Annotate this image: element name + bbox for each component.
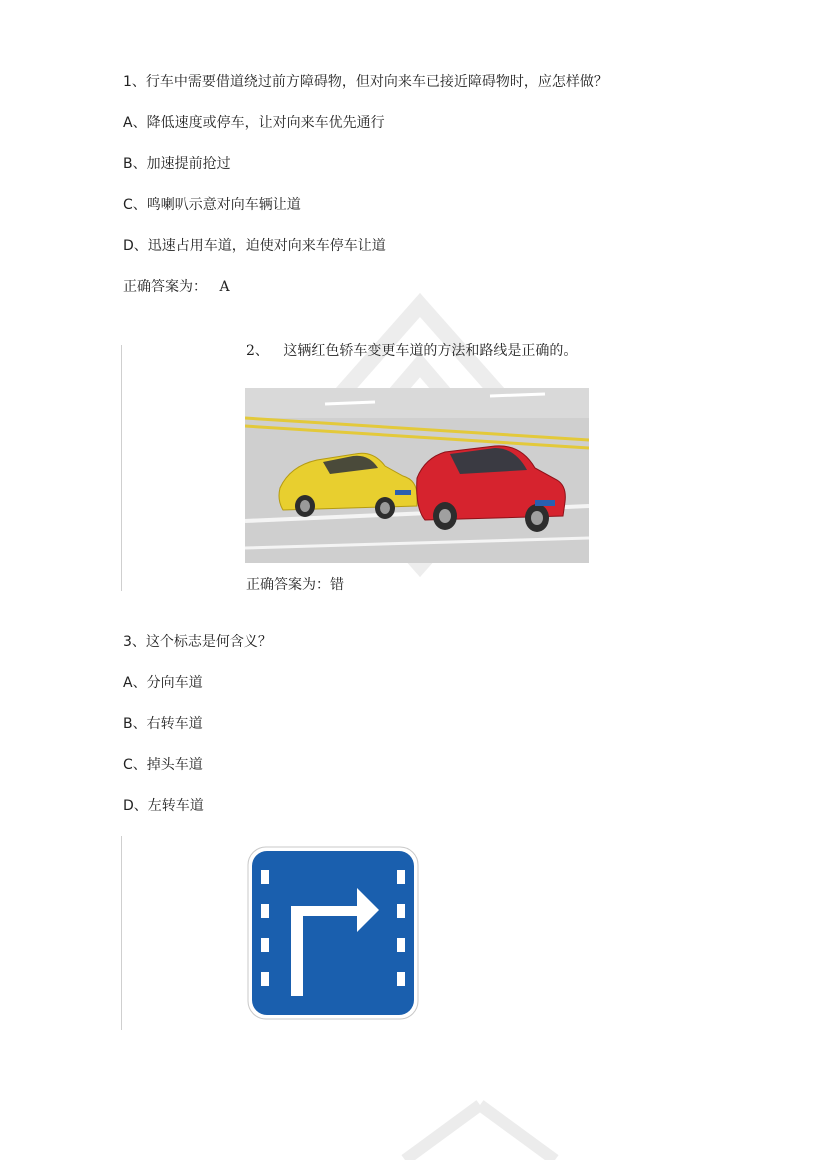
q2-left-rule (121, 345, 122, 591)
q1-option-d: D、迅速占用车道，迫使对向来车停车让道 (123, 238, 386, 254)
watermark-logo-bottom (395, 1100, 565, 1160)
q2-question: 这辆红色轿车变更车道的方法和路线是正确的。 (283, 343, 578, 359)
q3-option-b: B、右转车道 (123, 716, 203, 732)
q1-answer-label: 正确答案为： (123, 279, 207, 295)
q1-option-b: B、加速提前抢过 (123, 156, 231, 172)
q1-question: 1、行车中需要借道绕过前方障碍物，但对向来车已接近障碍物时，应怎样做？ (123, 74, 608, 90)
q3-option-a: A、分向车道 (123, 675, 203, 691)
q1-answer-value: A (219, 279, 230, 295)
q3-question: 3、这个标志是何含义？ (123, 634, 272, 650)
q2-number: 2、 (246, 343, 269, 359)
q3-option-c: C、掉头车道 (123, 757, 203, 773)
two-cars-lane-change-illustration (245, 388, 589, 563)
q3-option-d: D、左转车道 (123, 798, 204, 814)
q1-answer (123, 277, 230, 297)
q2-answer: 正确答案为：错 (246, 577, 344, 593)
q2-question-line (246, 341, 577, 361)
q1-option-c: C、鸣喇叭示意对向车辆让道 (123, 197, 301, 213)
right-turn-lane-sign (247, 846, 419, 1020)
q1-option-a: A、降低速度或停车，让对向来车优先通行 (123, 115, 385, 131)
q3-left-rule (121, 836, 122, 1030)
